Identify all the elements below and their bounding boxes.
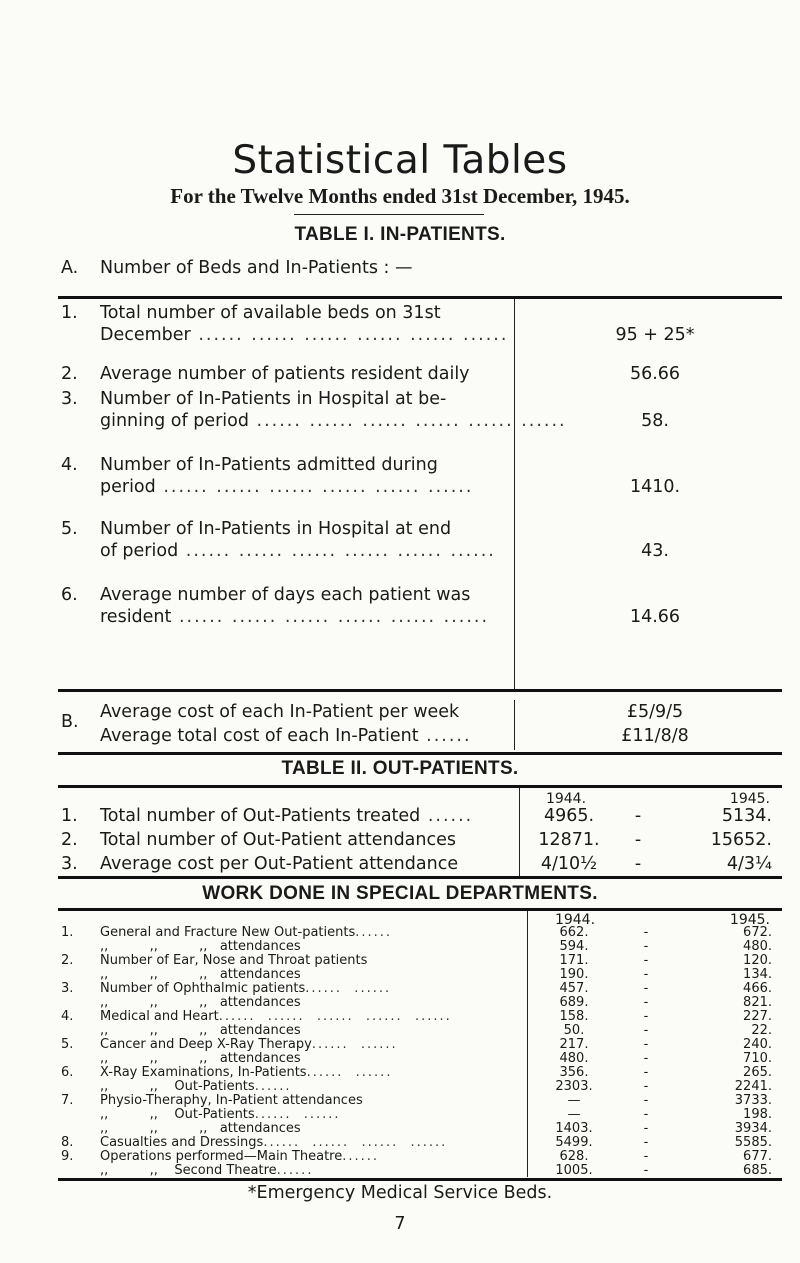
value-1945: 466. xyxy=(743,981,772,996)
row-label xyxy=(100,996,520,1010)
dash-separator: - xyxy=(643,1163,649,1178)
row-number: 4. xyxy=(61,1009,74,1024)
item-number: 5. xyxy=(61,519,78,539)
table2-year-1944: 1944. xyxy=(545,791,587,807)
table1-bottom-rule xyxy=(58,752,782,755)
cost-value: £11/8/8 xyxy=(621,726,689,746)
footnote: *Emergency Medical Service Beds. xyxy=(247,1183,553,1203)
value-1944: 689. xyxy=(559,995,589,1010)
dash-separator: - xyxy=(643,1135,649,1150)
dash-separator: - xyxy=(643,1079,649,1094)
item-value: 58. xyxy=(641,411,669,431)
value-1945: 22. xyxy=(751,1023,772,1038)
row-label-text: Number of Ophthalmic patients xyxy=(100,981,306,996)
row-label xyxy=(100,1164,520,1178)
value-1945: 4/3¼ xyxy=(726,854,772,874)
row-label-text: Number of Ear, Nose and Throat patients xyxy=(100,953,368,968)
row-label-text: ,, ,, ,, attendances xyxy=(100,967,301,982)
leader-dots: ...... xyxy=(342,1149,380,1164)
dash-separator: - xyxy=(643,1065,649,1080)
dash-separator: - xyxy=(643,1093,649,1108)
row-label xyxy=(100,940,520,954)
item-value: 14.66 xyxy=(629,607,681,627)
cost-label xyxy=(100,702,510,722)
dash-separator: - xyxy=(643,1107,649,1122)
row-number: 9. xyxy=(61,1149,74,1164)
row-number: 7. xyxy=(61,1093,74,1108)
value-1944: 594. xyxy=(559,939,589,954)
row-label-text: ,, ,, ,, attendances xyxy=(100,995,301,1010)
row-label xyxy=(100,1094,520,1108)
row-label-text: Average cost per Out-Patient attendance xyxy=(100,854,459,874)
special-column-divider xyxy=(527,911,528,1177)
dash-separator: - xyxy=(643,1037,649,1052)
row-label xyxy=(100,1010,520,1024)
row-label xyxy=(100,968,520,982)
value-1945: 677. xyxy=(743,1149,772,1164)
table1-heading: TABLE I. IN-PATIENTS. xyxy=(294,224,506,245)
value-1944: 2303. xyxy=(555,1079,593,1094)
leader-dots: ...... xyxy=(420,806,474,826)
item-label-line1: Total number of available beds on 31st xyxy=(100,303,441,323)
value-1944: 171. xyxy=(559,953,589,968)
value-1945: 2241. xyxy=(734,1079,772,1094)
table2-bottom-rule xyxy=(58,876,782,879)
item-label-line2 xyxy=(100,477,500,497)
leader-dots: ...... ...... xyxy=(306,1065,393,1080)
dash-separator: - xyxy=(643,939,649,954)
table2-heading: TABLE II. OUT-PATIENTS. xyxy=(281,758,519,779)
row-number: 6. xyxy=(61,1065,74,1080)
section-a-title: Number of Beds and In-Patients : — xyxy=(100,258,413,278)
value-1944: 5499. xyxy=(555,1135,593,1150)
row-label xyxy=(100,1150,520,1164)
page-subtitle: For the Twelve Months ended 31st December, 1945. xyxy=(170,184,630,208)
item-label-line2 xyxy=(100,607,500,627)
special-heading: WORK DONE IN SPECIAL DEPARTMENTS. xyxy=(202,883,598,904)
section-a-letter: A. xyxy=(61,258,79,278)
row-label-text: ,, ,, ,, attendances xyxy=(100,939,301,954)
dash-separator: - xyxy=(643,1149,649,1164)
page-title: Statistical Tables xyxy=(232,138,568,183)
row-number: 2. xyxy=(61,830,78,850)
special-bottom-rule xyxy=(58,1178,782,1181)
leader-dots: ...... ...... ...... ...... ...... ...... xyxy=(190,325,509,345)
dash-separator: - xyxy=(643,1009,649,1024)
row-label-text: ,, ,, ,, attendances xyxy=(100,1023,301,1038)
row-label xyxy=(100,805,512,827)
row-label-text: X-Ray Examinations, In-Patients xyxy=(100,1065,307,1080)
table2-year-1945: 1945. xyxy=(729,791,770,807)
item-number: 2. xyxy=(61,364,78,384)
item-label-line1: Number of In-Patients admitted during xyxy=(100,455,438,475)
row-label xyxy=(100,1038,520,1052)
value-1944: 4965. xyxy=(543,806,595,826)
cost-label-text: Average cost of each In-Patient per week xyxy=(100,702,460,722)
value-1945: 240. xyxy=(743,1037,772,1052)
row-label-text: ,, ,, ,, attendances xyxy=(100,1051,301,1066)
row-label xyxy=(100,954,520,968)
dash-separator: - xyxy=(643,995,649,1010)
value-1944: 628. xyxy=(559,1149,589,1164)
row-number: 1. xyxy=(61,925,74,940)
item-label-line2 xyxy=(100,325,509,345)
value-1944: 1005. xyxy=(555,1163,593,1178)
value-1944: 4/10½ xyxy=(540,854,598,874)
section-b-letter: B. xyxy=(61,712,79,732)
value-1945: 198. xyxy=(743,1107,772,1122)
value-1945: 480. xyxy=(743,939,772,954)
value-1944: 12871. xyxy=(538,830,600,850)
value-1945: 3733. xyxy=(734,1093,772,1108)
leader-dots: ...... xyxy=(355,925,393,940)
row-label-text: ,, ,, ,, attendances xyxy=(100,1121,301,1136)
dash-separator: - xyxy=(643,1051,649,1066)
item-value: 43. xyxy=(641,541,669,561)
dash-separator: - xyxy=(643,1023,649,1038)
value-1944: 158. xyxy=(559,1009,589,1024)
item-number: 4. xyxy=(61,455,78,475)
item-label-text: December xyxy=(100,325,191,345)
row-label xyxy=(100,926,520,940)
dash-separator: - xyxy=(643,925,649,940)
item-value: 56.66 xyxy=(629,364,681,384)
value-1945: 134. xyxy=(743,967,772,982)
special-top-rule xyxy=(58,908,782,911)
item-label-text: of period xyxy=(100,541,179,561)
value-1945: 685. xyxy=(743,1163,772,1178)
table2-top-rule xyxy=(58,785,782,788)
value-1944: 217. xyxy=(559,1037,589,1052)
row-label-text: General and Fracture New Out-patients xyxy=(100,925,356,940)
title-divider xyxy=(294,214,484,215)
leader-dots: ...... ...... xyxy=(305,981,392,996)
item-label-text: period xyxy=(100,477,156,497)
item-number: 6. xyxy=(61,585,78,605)
value-1945: 120. xyxy=(743,953,772,968)
value-1944: — xyxy=(567,1093,581,1108)
leader-dots: ...... ...... ...... ...... ...... ...... xyxy=(171,607,490,627)
table2-column-divider xyxy=(519,788,520,876)
row-label xyxy=(100,982,520,996)
item-label-line1: Number of In-Patients in Hospital at end xyxy=(100,519,452,539)
value-1945: 710. xyxy=(743,1051,772,1066)
item-number: 3. xyxy=(61,389,78,409)
leader-dots: ...... ...... xyxy=(311,1037,398,1052)
leader-dots: ...... xyxy=(254,1079,292,1094)
item-value: 95 + 25* xyxy=(615,325,695,345)
value-1944: 662. xyxy=(559,925,589,940)
dash-separator: - xyxy=(643,967,649,982)
row-label xyxy=(100,1136,520,1150)
value-1944: 457. xyxy=(559,981,589,996)
row-number: 1. xyxy=(61,806,78,826)
row-number: 3. xyxy=(61,981,74,996)
special-year-1945: 1945. xyxy=(729,912,770,928)
item-label-line1: Number of In-Patients in Hospital at be- xyxy=(100,389,447,409)
value-1945: 3934. xyxy=(734,1121,772,1136)
row-label-text: Total number of Out-Patient attendances xyxy=(100,830,456,850)
cost-value: £5/9/5 xyxy=(626,702,684,722)
row-label xyxy=(100,853,512,875)
table1-column-divider xyxy=(514,299,515,691)
table1-mid-rule xyxy=(58,689,782,692)
leader-dots: ...... ...... xyxy=(254,1107,341,1122)
item-label-line2 xyxy=(100,411,567,431)
value-1944: 480. xyxy=(559,1051,589,1066)
row-number: 2. xyxy=(61,953,74,968)
table1-top-rule xyxy=(58,296,782,299)
row-number: 5. xyxy=(61,1037,74,1052)
item-label-text: ginning of period xyxy=(100,411,249,431)
leader-dots: ...... xyxy=(418,726,472,746)
dash-separator: - xyxy=(634,806,642,826)
dash-separator: - xyxy=(634,854,642,874)
row-label xyxy=(100,1066,520,1080)
leader-dots: ...... ...... ...... ...... ...... ...... xyxy=(155,477,474,497)
row-label-text: Operations performed—Main Theatre xyxy=(100,1149,343,1164)
row-number: 3. xyxy=(61,854,78,874)
page-number: 7 xyxy=(394,1214,406,1234)
row-label-text: Physio-Theraphy, In-Patient attendances xyxy=(100,1093,363,1108)
value-1945: 265. xyxy=(743,1065,772,1080)
value-1944: 190. xyxy=(559,967,589,982)
leader-dots: ...... ...... ...... ...... ...... ...... xyxy=(248,411,567,431)
row-label-text: ,, ,, Out-Patients xyxy=(100,1079,255,1094)
cost-label-text: Average total cost of each In-Patient xyxy=(100,726,419,746)
row-label-text: Total number of Out-Patients treated xyxy=(100,806,421,826)
row-label xyxy=(100,1108,520,1122)
item-label-line1: Average number of days each patient was xyxy=(100,585,471,605)
dash-separator: - xyxy=(643,981,649,996)
value-1944: 50. xyxy=(563,1023,585,1038)
row-label-text: ,, ,, Second Theatre xyxy=(100,1163,277,1178)
row-label xyxy=(100,1122,520,1136)
row-label-text: ,, ,, Out-Patients xyxy=(100,1107,255,1122)
value-1945: 5134. xyxy=(721,806,772,826)
item-label-text: resident xyxy=(100,607,172,627)
row-number: 8. xyxy=(61,1135,74,1150)
special-year-1944: 1944. xyxy=(554,912,596,928)
value-1945: 227. xyxy=(743,1009,772,1024)
dash-separator: - xyxy=(643,953,649,968)
value-1944: 356. xyxy=(559,1065,589,1080)
value-1944: 1403. xyxy=(555,1121,593,1136)
leader-dots: ...... xyxy=(276,1163,314,1178)
value-1944: — xyxy=(567,1107,581,1122)
leader-dots: ...... ...... ...... ...... ...... xyxy=(218,1009,452,1024)
costs-column-divider xyxy=(514,700,515,750)
row-label xyxy=(100,1052,520,1066)
row-label-text: Casualties and Dressings xyxy=(100,1135,264,1150)
row-label-text: Cancer and Deep X-Ray Therapy xyxy=(100,1037,312,1052)
leader-dots: ...... ...... ...... ...... ...... ...... xyxy=(178,541,496,561)
item-label-line1: Average number of patients resident daily xyxy=(100,364,470,384)
value-1945: 821. xyxy=(743,995,772,1010)
value-1945: 5585. xyxy=(734,1135,772,1150)
row-label-text: Medical and Heart xyxy=(100,1009,219,1024)
row-label xyxy=(100,829,512,851)
item-number: 1. xyxy=(61,303,78,323)
row-label xyxy=(100,1080,520,1094)
value-1945: 672. xyxy=(743,925,772,940)
dash-separator: - xyxy=(634,830,642,850)
leader-dots: ...... ...... ...... ...... xyxy=(263,1135,448,1150)
dash-separator: - xyxy=(643,1121,649,1136)
value-1945: 15652. xyxy=(710,830,772,850)
row-label xyxy=(100,1024,520,1038)
item-label-line2 xyxy=(100,541,500,561)
item-value: 1410. xyxy=(629,477,681,497)
cost-label xyxy=(100,726,510,746)
